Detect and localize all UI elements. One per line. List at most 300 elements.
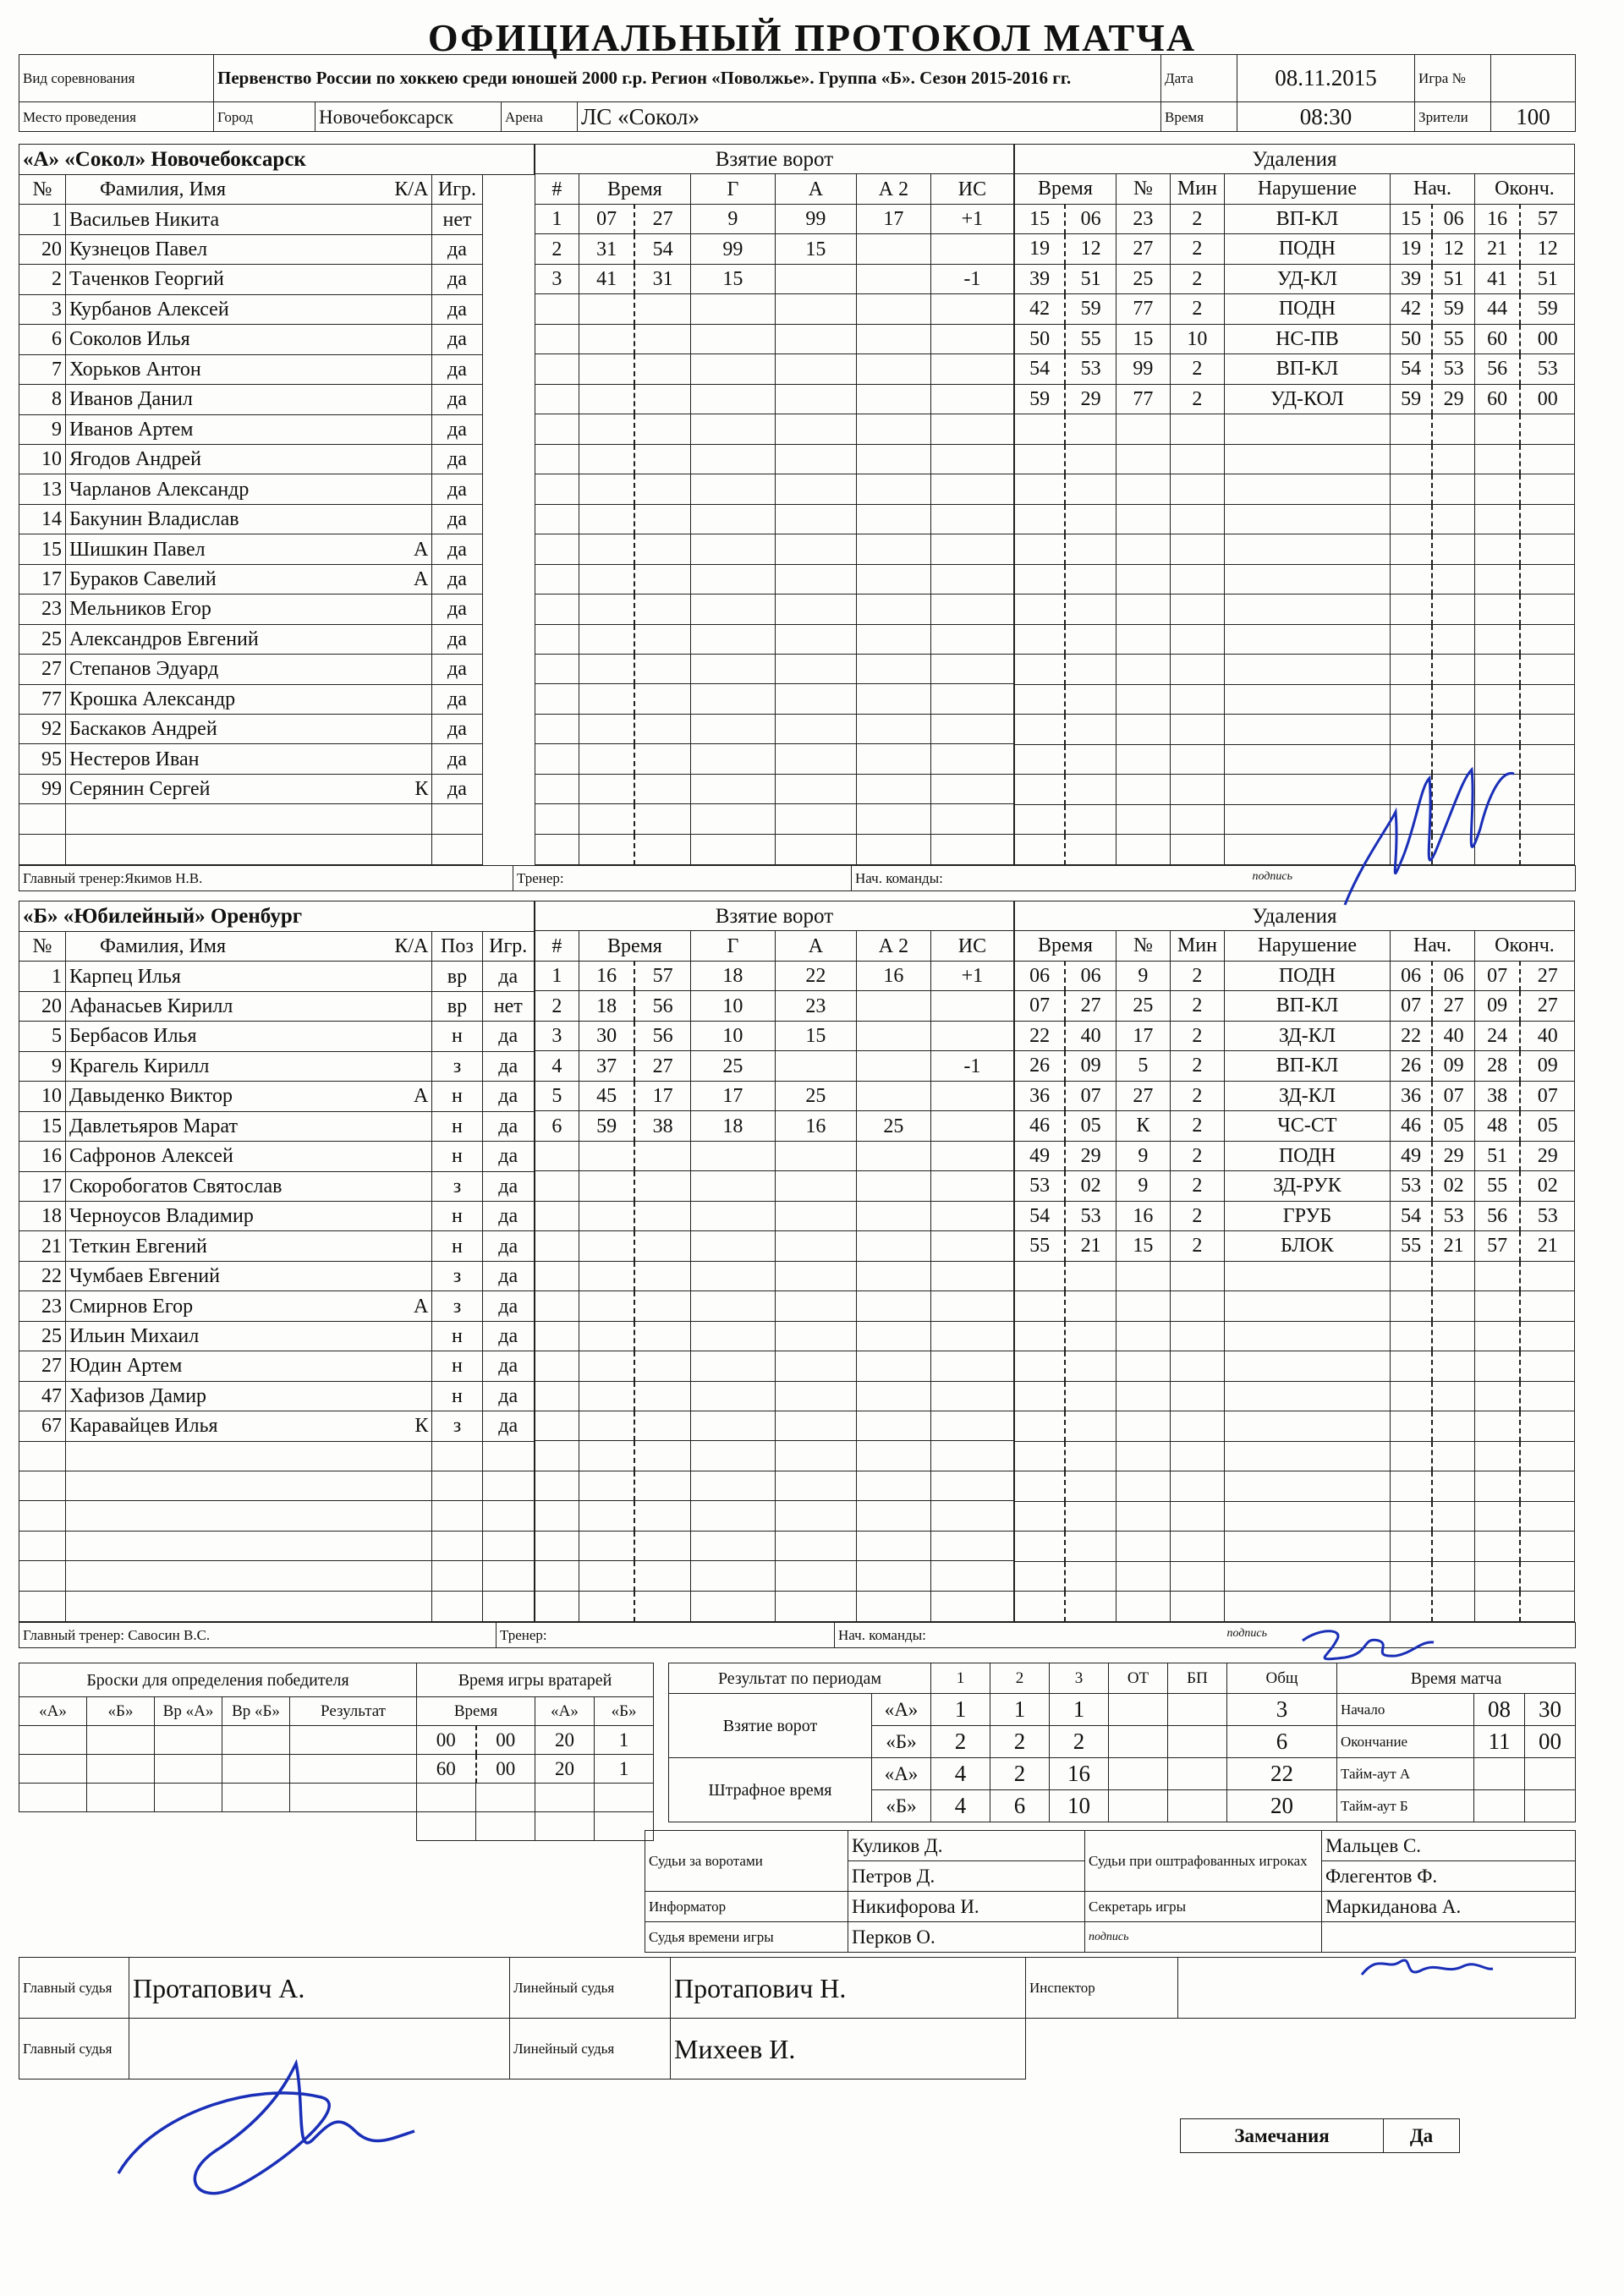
goal-scorer	[690, 534, 775, 564]
col-pen-violation: Нарушение	[1224, 174, 1390, 205]
penalty-end-sec	[1520, 595, 1574, 625]
penalty-end-sec: 59	[1520, 294, 1574, 325]
penalty-minutes	[1170, 1592, 1224, 1622]
player-row	[19, 991, 535, 1021]
penalty-end-min	[1474, 595, 1520, 625]
player-name-text: Александров Евгений	[69, 627, 259, 650]
goal-number	[535, 504, 579, 534]
goal-assist	[775, 1501, 856, 1531]
penalty-start-min	[1390, 595, 1432, 625]
player-row	[19, 474, 535, 504]
competition-label: Вид соревнования	[19, 55, 214, 102]
goal-second	[634, 774, 690, 803]
penalty-minutes: 2	[1170, 234, 1224, 265]
penalty-violation	[1224, 444, 1390, 474]
penalty-row	[1014, 414, 1574, 445]
goal-assist	[775, 744, 856, 774]
player-name-text: Иванов Данил	[69, 388, 193, 411]
goal-row	[535, 294, 1013, 324]
penalty-row	[1014, 991, 1574, 1022]
penalty-minutes	[1170, 534, 1224, 565]
penalty-start-sec: 09	[1432, 1051, 1474, 1082]
player-name	[65, 1291, 431, 1321]
penalty-row	[1014, 1201, 1574, 1231]
informer: Никифорова И.	[848, 1892, 1085, 1922]
player-name	[65, 205, 431, 234]
player-row	[19, 684, 535, 714]
officials-table	[645, 1830, 1576, 1953]
penalty-minute	[1014, 1321, 1065, 1351]
player-row	[19, 1111, 535, 1141]
penalty-violation	[1224, 564, 1390, 595]
player-row	[19, 744, 535, 774]
penalty-minute	[1014, 804, 1065, 835]
goal-scorer	[690, 1591, 775, 1621]
periods-table	[668, 1663, 1337, 1822]
penalty-start-sec	[1432, 504, 1474, 534]
penalty-minutes	[1170, 595, 1224, 625]
player-played	[482, 1501, 534, 1531]
player-played: да	[482, 1261, 534, 1290]
penalty-minutes: 2	[1170, 204, 1224, 234]
player-captain-mark: А	[414, 567, 429, 590]
goal-number	[535, 1231, 579, 1261]
penalty-minute: 49	[1014, 1141, 1065, 1171]
penalty-second: 51	[1065, 264, 1116, 294]
penalty-second	[1065, 655, 1116, 685]
penalty-start-sec	[1432, 1561, 1474, 1592]
penalty-minutes: 2	[1170, 294, 1224, 325]
periods-team-a: «А»	[872, 1694, 931, 1726]
goal-row	[535, 1231, 1013, 1261]
goal-assist2	[856, 294, 930, 324]
penalty-row	[1014, 1111, 1574, 1142]
penalty-violation	[1224, 504, 1390, 534]
player-captain-mark: К	[414, 778, 429, 801]
penalty-player	[1116, 1381, 1170, 1411]
penalty-start-min	[1390, 504, 1432, 534]
goal-judges-label: Судьи за воротами	[645, 1831, 848, 1892]
penalty-start-min: 49	[1390, 1141, 1432, 1171]
pim-b-total: 20	[1227, 1790, 1337, 1822]
match-time-table	[1336, 1663, 1576, 1822]
goal-assist2	[856, 1441, 930, 1471]
goal-row	[535, 1141, 1013, 1170]
penalty-start-sec	[1432, 1532, 1474, 1562]
team-a-coach: Тренер:	[513, 865, 852, 890]
penalty-violation	[1224, 715, 1390, 745]
penalty-minute	[1014, 1351, 1065, 1382]
goal-strength	[930, 1441, 1013, 1471]
goal-assist2	[856, 1231, 930, 1261]
player-number	[19, 1501, 66, 1531]
penalty-end-min	[1474, 1321, 1520, 1351]
goal-assist	[775, 1531, 856, 1560]
goal-assist	[775, 1171, 856, 1201]
goal-number	[535, 534, 579, 564]
goal-strength	[930, 991, 1013, 1021]
linesman-label-1: Линейный судья	[510, 1958, 671, 2019]
penalty-player: 77	[1116, 294, 1170, 325]
goal-number	[535, 294, 579, 324]
goal-second	[634, 534, 690, 564]
goal-minute	[579, 414, 634, 444]
penalty-player	[1116, 1471, 1170, 1502]
page-title: ОФИЦИАЛЬНЫЙ ПРОТОКОЛ МАТЧА	[427, 16, 1197, 59]
goal-minute	[579, 294, 634, 324]
goal-scorer	[690, 834, 775, 864]
player-played: да	[432, 354, 482, 384]
penalty-end-sec: 53	[1520, 1201, 1574, 1231]
shootout-title: Броски для определения победителя	[19, 1663, 417, 1697]
spectators-label: Зрители	[1415, 102, 1491, 132]
goal-second	[634, 624, 690, 654]
player-name	[65, 715, 431, 744]
goal-assist: 15	[775, 1021, 856, 1050]
goal-minute	[579, 654, 634, 683]
goal-assist: 15	[775, 234, 856, 264]
player-row	[19, 265, 535, 294]
penalty-row	[1014, 1471, 1574, 1502]
goal-number: 1	[535, 204, 579, 233]
penalty-minutes: 2	[1170, 384, 1224, 414]
goal-number	[535, 1441, 579, 1471]
penalty-end-sec	[1520, 444, 1574, 474]
penalty-player	[1116, 1532, 1170, 1562]
penalty-second	[1065, 715, 1116, 745]
penalty-minutes: 2	[1170, 1141, 1224, 1171]
player-position: з	[432, 1411, 482, 1441]
player-number	[19, 834, 66, 864]
penalty-player	[1116, 1321, 1170, 1351]
penalty-player	[1116, 414, 1170, 445]
player-number: 95	[19, 744, 66, 774]
penalty-end-sec	[1520, 474, 1574, 505]
goals-a-p3: 1	[1050, 1694, 1109, 1726]
penalty-end-sec: 29	[1520, 1141, 1574, 1171]
goals-a-bp	[1168, 1694, 1227, 1726]
penalty-start-min: 54	[1390, 354, 1432, 385]
col-goal-num: #	[535, 174, 579, 204]
player-name-text: Курбанов Алексей	[69, 298, 229, 321]
penalty-end-min: 38	[1474, 1081, 1520, 1111]
player-number: 9	[19, 414, 66, 444]
goal-assist	[775, 1471, 856, 1500]
pim-b-ot	[1109, 1790, 1168, 1822]
penalty-start-min: 26	[1390, 1051, 1432, 1082]
penalty-minutes	[1170, 1501, 1224, 1532]
penalty-violation: ВП-КЛ	[1224, 991, 1390, 1022]
penalty-end-sec	[1520, 1351, 1574, 1382]
penalty-minute	[1014, 1501, 1065, 1532]
player-number: 9	[19, 1051, 66, 1081]
penalty-minutes	[1170, 1411, 1224, 1442]
player-played: да	[482, 1321, 534, 1351]
period-ot: ОТ	[1109, 1663, 1168, 1694]
player-number: 3	[19, 294, 66, 324]
player-played	[482, 1591, 534, 1621]
goal-strength	[930, 1141, 1013, 1170]
goal-strength	[930, 1381, 1013, 1411]
goal-assist	[775, 384, 856, 414]
player-name	[65, 834, 431, 864]
player-played: да	[482, 1291, 534, 1321]
goal-strength	[930, 1471, 1013, 1500]
player-row	[19, 1501, 535, 1531]
secretary-signature	[1353, 1945, 1497, 1987]
penalty-second	[1065, 1592, 1116, 1622]
goal-assist2	[856, 1471, 930, 1500]
penalty-start-sec: 12	[1432, 234, 1474, 265]
penalty-row	[1014, 1081, 1574, 1111]
date-value: 08.11.2015	[1237, 55, 1415, 102]
col-pen-min-b: Мин	[1170, 931, 1224, 962]
penalty-row	[1014, 1592, 1574, 1622]
player-number: 25	[19, 624, 66, 654]
penalty-end-sec	[1520, 684, 1574, 715]
penalty-start-sec	[1432, 1471, 1474, 1502]
shootout-table	[19, 1663, 417, 1812]
penalty-start-min: 42	[1390, 294, 1432, 325]
goal-minute	[579, 1141, 634, 1170]
player-name	[65, 595, 431, 624]
goal-row	[535, 1441, 1013, 1471]
goal-assist2: 17	[856, 204, 930, 233]
goal-minute: 37	[579, 1051, 634, 1081]
penalty-row	[1014, 624, 1574, 655]
penalty-start-min	[1390, 1561, 1432, 1592]
remarks-label: Замечания	[1181, 2119, 1384, 2153]
penalty-minutes	[1170, 775, 1224, 805]
player-played	[482, 1561, 534, 1591]
goal-minute	[579, 1471, 634, 1500]
player-number: 23	[19, 595, 66, 624]
penalty-minutes	[1170, 804, 1224, 835]
penalty-minute: 42	[1014, 294, 1065, 325]
period-1: 1	[931, 1663, 990, 1694]
goal-scorer	[690, 1351, 775, 1381]
penalty-second	[1065, 1501, 1116, 1532]
penalty-player	[1116, 1592, 1170, 1622]
timeout-a-label: Тайм-аут А	[1337, 1758, 1474, 1790]
penalty-end-sec	[1520, 1381, 1574, 1411]
player-name-text: Ильин Михаил	[69, 1324, 200, 1347]
penalty-judges-label: Судьи при оштрафованных игроках	[1085, 1831, 1322, 1892]
goal-row	[535, 1081, 1013, 1110]
col-goal-time-b: Время	[579, 931, 690, 961]
goal-second	[634, 414, 690, 444]
goal-number: 5	[535, 1081, 579, 1110]
penalty-second	[1065, 1441, 1116, 1471]
goalie-col-a: «А»	[535, 1697, 595, 1726]
player-position	[432, 1561, 482, 1591]
player-position: н	[432, 1351, 482, 1381]
penalty-start-sec: 53	[1432, 1201, 1474, 1231]
player-row	[19, 354, 535, 384]
penalty-player	[1116, 1501, 1170, 1532]
penalty-player	[1116, 1411, 1170, 1442]
coach-a-signature	[1336, 761, 1531, 922]
goals-a-p2: 1	[990, 1694, 1050, 1726]
penalty-minutes: 2	[1170, 961, 1224, 991]
goal-number	[535, 654, 579, 683]
penalty-start-min: 19	[1390, 234, 1432, 265]
player-position	[432, 1471, 482, 1501]
penalty-end-sec	[1520, 1441, 1574, 1471]
penalty-player	[1116, 504, 1170, 534]
penalty-minutes: 2	[1170, 354, 1224, 385]
penalty-row	[1014, 1532, 1574, 1562]
time-value: 08:30	[1237, 102, 1415, 132]
penalty-row	[1014, 384, 1574, 414]
penalty-second: 55	[1065, 324, 1116, 354]
goal-strength	[930, 774, 1013, 803]
goal-scorer	[690, 294, 775, 324]
penalty-minute: 55	[1014, 1231, 1065, 1262]
penalty-start-min	[1390, 534, 1432, 565]
period-bp: БП	[1168, 1663, 1227, 1694]
penalty-end-sec	[1520, 1411, 1574, 1442]
player-name	[65, 1142, 431, 1171]
goal-strength	[930, 324, 1013, 353]
goal-minute	[579, 354, 634, 384]
penalty-violation: УД-КОЛ	[1224, 384, 1390, 414]
penalty-row	[1014, 354, 1574, 385]
goal-second: 31	[634, 264, 690, 293]
penalty-start-sec: 29	[1432, 1141, 1474, 1171]
penalty-player: 25	[1116, 264, 1170, 294]
player-name-text: Чарланов Александр	[69, 478, 250, 501]
player-played: да	[482, 1171, 534, 1201]
player-number: 16	[19, 1142, 66, 1171]
goal-row	[535, 1351, 1013, 1381]
penalty-second	[1065, 1351, 1116, 1382]
penalty-minutes: 2	[1170, 1051, 1224, 1082]
player-name-text: Юдин Артем	[69, 1355, 183, 1378]
penalty-violation	[1224, 1592, 1390, 1622]
goalie-minute: 60	[417, 1755, 476, 1784]
player-name	[65, 1351, 431, 1381]
penalty-end-min: 28	[1474, 1051, 1520, 1082]
penalty-violation: ПОДН	[1224, 234, 1390, 265]
penalty-row	[1014, 294, 1574, 325]
penalty-start-sec	[1432, 595, 1474, 625]
penalty-violation: УД-КЛ	[1224, 264, 1390, 294]
penalty-end-sec	[1520, 1592, 1574, 1622]
penalty-second	[1065, 534, 1116, 565]
goal-number	[535, 595, 579, 624]
penalty-end-min	[1474, 504, 1520, 534]
player-played: да	[482, 1111, 534, 1141]
player-played: да	[432, 294, 482, 324]
penalty-start-min	[1390, 1441, 1432, 1471]
arena-value: ЛС «Сокол»	[578, 102, 1161, 132]
goal-minute: 31	[579, 234, 634, 264]
player-played	[432, 804, 482, 834]
penalty-minutes	[1170, 1561, 1224, 1592]
goal-row	[535, 534, 1013, 564]
goal-scorer: 10	[690, 1021, 775, 1050]
penalty-minutes	[1170, 564, 1224, 595]
goal-assist	[775, 1351, 856, 1381]
goal-number	[535, 1411, 579, 1440]
goal-strength	[930, 234, 1013, 264]
penalty-start-min: 59	[1390, 384, 1432, 414]
player-played	[482, 1441, 534, 1471]
penalty-minute	[1014, 835, 1065, 865]
goal-strength	[930, 1081, 1013, 1110]
col-played: Игр.	[432, 174, 482, 204]
goalie-row	[417, 1755, 654, 1784]
goal-number	[535, 474, 579, 504]
penalty-minute	[1014, 595, 1065, 625]
timeout-b-label: Тайм-аут Б	[1337, 1790, 1474, 1822]
penalty-player: 27	[1116, 234, 1170, 265]
goal-number	[535, 324, 579, 353]
penalty-start-min: 50	[1390, 324, 1432, 354]
linesman-2: Михеев И.	[671, 2019, 1026, 2080]
penalty-start-sec: 40	[1432, 1021, 1474, 1051]
player-position	[432, 1591, 482, 1621]
player-row	[19, 1441, 535, 1471]
penalty-end-min: 07	[1474, 961, 1520, 991]
goal-row	[535, 1051, 1013, 1081]
player-row	[19, 1591, 535, 1621]
goal-scorer	[690, 444, 775, 474]
penalty-start-sec	[1432, 715, 1474, 745]
penalty-row	[1014, 1321, 1574, 1351]
goal-assist2	[856, 804, 930, 834]
player-name-text: Соколов Илья	[69, 328, 190, 351]
player-position: з	[432, 1051, 482, 1081]
penalty-violation: ЗД-РУК	[1224, 1171, 1390, 1202]
goal-row	[535, 744, 1013, 774]
penalty-minutes: 10	[1170, 324, 1224, 354]
penalty-minute	[1014, 444, 1065, 474]
player-position	[432, 1441, 482, 1471]
player-row	[19, 624, 535, 654]
penalty-end-sec	[1520, 534, 1574, 565]
player-name-text: Давлетьяров Марат	[69, 1115, 238, 1137]
penalty-minutes	[1170, 835, 1224, 865]
goal-second	[634, 474, 690, 504]
col-goal-a2: А 2	[856, 174, 930, 204]
summary-section	[19, 1663, 1575, 1948]
venue-label: Место проведения	[19, 102, 214, 132]
penalty-start-sec: 21	[1432, 1231, 1474, 1262]
player-played: да	[432, 595, 482, 624]
penalty-row	[1014, 1261, 1574, 1291]
penalty-player: 5	[1116, 1051, 1170, 1082]
penalty-second: 40	[1065, 1021, 1116, 1051]
goal-assist	[775, 1141, 856, 1170]
penalty-start-min: 36	[1390, 1081, 1432, 1111]
goals-a-total: 3	[1227, 1694, 1337, 1726]
player-name	[65, 1022, 431, 1051]
player-played: да	[482, 1051, 534, 1081]
goal-assist	[775, 774, 856, 803]
goal-second: 27	[634, 204, 690, 233]
penalty-violation	[1224, 1261, 1390, 1291]
penalty-end-min: 56	[1474, 1201, 1520, 1231]
player-played: да	[432, 234, 482, 264]
goal-strength	[930, 1501, 1013, 1531]
penalty-second	[1065, 804, 1116, 835]
penalty-start-sec	[1432, 1501, 1474, 1532]
penalty-start-sec	[1432, 1592, 1474, 1622]
player-name-text: Нестеров Иван	[69, 748, 200, 770]
penalty-start-min: 39	[1390, 264, 1432, 294]
